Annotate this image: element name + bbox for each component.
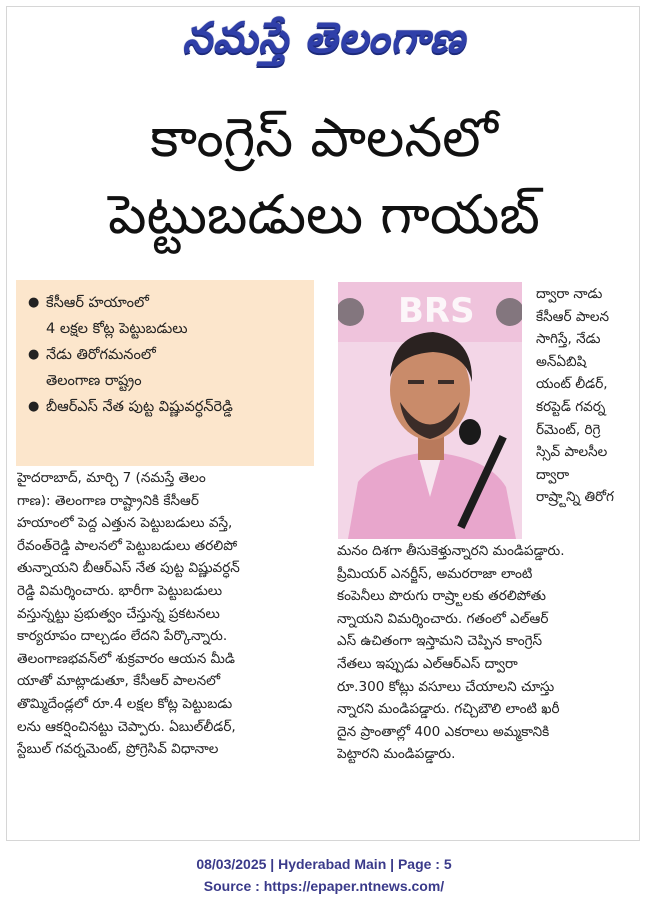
speaker-photo-illustration (338, 282, 522, 539)
highlight-item (28, 394, 306, 420)
article-column-right-bottom (337, 540, 633, 766)
article-line: వస్తున్నట్టు ప్రభుత్వం చేస్తున్న ప్రకటనలు (17, 605, 220, 622)
article-line: లను ఆకర్షించినట్టు చెప్పారు. ఏబుల్‌లీడర్, (17, 718, 236, 735)
article-line: అన్‌ఏబిషి (536, 353, 587, 370)
article-line: స్సివ్ పాలసీల (536, 444, 608, 461)
bullet-icon: ● (28, 347, 40, 362)
article-line: సాగిస్తే, నేడు (536, 331, 601, 348)
article-line: న్నారని మండిపడ్డారు. గచ్చిబౌలి లాంటి ఖరీ (337, 701, 560, 718)
article-line: రేవంత్‌రెడ్డి పాలనలో పెట్టుబడులు తరలిపో (17, 537, 238, 554)
article-line: రెడ్డి విమర్శించారు. భారీగా పెట్టుబడులు (17, 582, 223, 599)
article-line: పెట్టారని మండిపడ్డారు. (337, 746, 456, 763)
headline-line-2: పెట్టుబడులు గాయబ్ (108, 183, 540, 246)
backdrop-logo-text: BRS (398, 291, 475, 331)
article-line: యాతో మాట్లాడుతూ, కేసీఆర్ పాలనలో (17, 673, 221, 690)
bullet-icon: ● (28, 399, 40, 414)
highlight-item (28, 342, 306, 368)
article-line: యంట్ లీడర్, (536, 376, 608, 393)
article-line: రూ.300 కోట్లు వసూలు చేయాలని చూస్తు (337, 678, 555, 695)
article-column-left (17, 467, 317, 761)
article-line: దైన ప్రాంతాల్లో 400 ఎకరాలు అమ్మకానికి (337, 723, 550, 740)
article-line: తొమ్మిదేండ్లలో రూ.4 లక్షల కోట్ల పెట్టుబడు (17, 695, 233, 712)
article-line: ర్‌మెంట్, రిగ్రె (536, 421, 601, 438)
article-line: గాణ): తెలంగాణ రాష్ట్రానికి కేసీఆర్ (17, 492, 199, 509)
headline-line-1: కాంగ్రెస్ పాలనలో (150, 106, 498, 169)
highlight-text: నేడు తిరోగమనంలో (46, 347, 156, 363)
highlight-item-continued (28, 368, 306, 394)
article-line: ద్వారా నాడు (536, 286, 603, 302)
newspaper-masthead: నమస్తే తెలంగాణ (182, 13, 466, 62)
highlight-item-continued (28, 316, 306, 342)
edition-info: 08/03/2025 | Hyderabad Main | Page : 5 (196, 856, 452, 872)
article-line: రాష్ర్టాన్ని తిరోగ (536, 489, 614, 506)
speaker-photo (338, 282, 522, 539)
highlight-text: కేసీఆర్ హయాంలో (46, 295, 149, 311)
article-line: ఎస్ ఉచితంగా ఇస్తామని చెప్పిన కాంగ్రెస్ (337, 633, 543, 650)
article-column-right-top (536, 283, 632, 509)
highlight-text: తెలంగాణ రాష్ట్రం (46, 373, 142, 389)
highlight-text: బీఆర్ఎస్ నేత పుట్ట విష్ణువర్ధన్‌రెడ్డి (46, 399, 233, 415)
article-line: కార్యరూపం దాల్చడం లేదని పేర్కొన్నారు. (17, 628, 228, 645)
highlight-text: 4 లక్షల కోట్ల పెట్టుబడులు (46, 321, 188, 337)
highlights-box (16, 280, 314, 466)
article-line: కేసీఆర్ పాలన (536, 308, 610, 325)
highlight-item (28, 290, 306, 316)
bullet-icon: ● (28, 295, 40, 310)
source-link[interactable]: Source : https://epaper.ntnews.com/ (203, 878, 445, 894)
article-line: స్టేబుల్ గవర్నమెంట్, ప్రోగ్రెసివ్ విధానాల (17, 741, 219, 758)
article-line: కరప్టెడ్ గవర్న (536, 398, 606, 415)
article-line: హయాంలో పెద్ద ఎత్తున పెట్టుబడులు వస్తే, (17, 515, 233, 532)
article-line: ప్రీమియర్ ఎనర్జీస్, అమరరాజా లాంటి (337, 565, 533, 582)
article-line: నేతలు ఇప్పుడు ఎల్ఆర్ఎస్ ద్వారా (337, 655, 518, 672)
article-line: తెలంగాణభవన్‌లో శుక్రవారం ఆయన మీడి (17, 650, 235, 667)
article-line: తున్నాయని బీఆర్ఎస్ నేత పుట్ట విష్ణువర్ధన్ (17, 560, 240, 577)
article-line: కంపెనీలు పొరుగు రాష్ర్టాలకు తరలిపోతు (337, 588, 546, 605)
article-line: ద్వారా (536, 466, 570, 483)
article-line: మనం దిశగా తీసుకెళ్తున్నారని మండిపడ్డారు. (337, 543, 565, 559)
article-line: హైదరాబాద్, మార్చి 7 (నమస్తే తెలం (17, 470, 206, 486)
article-line: న్నాయని విమర్శించారు. గతంలో ఎల్ఆర్ (337, 610, 549, 627)
